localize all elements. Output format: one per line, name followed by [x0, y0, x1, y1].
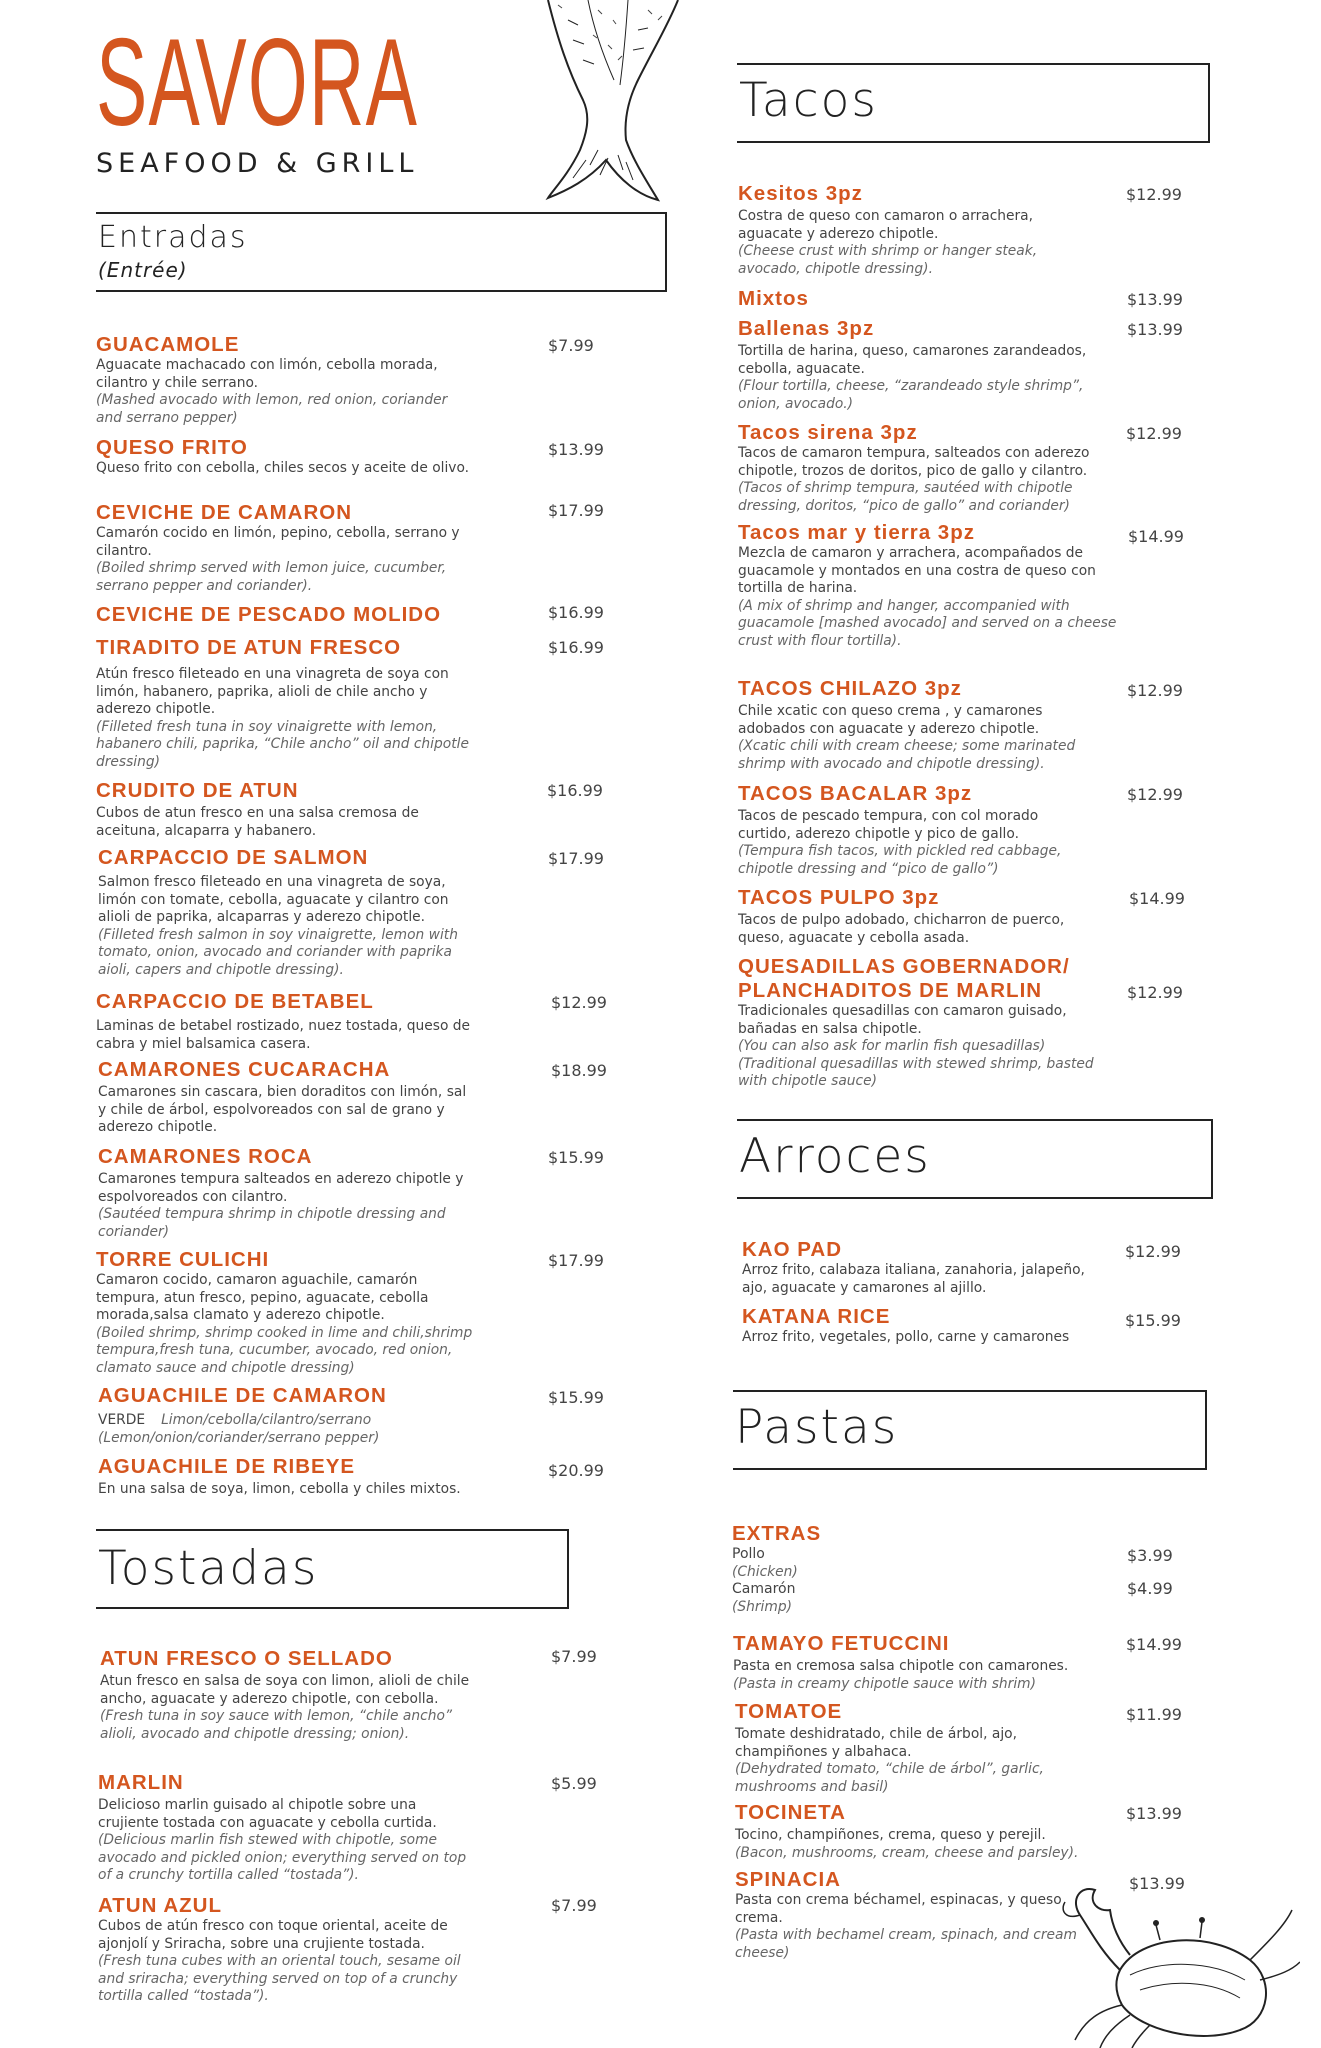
menu-item-ceviche-de-pescado	[96, 603, 496, 627]
item-description: Tomate deshidratado, chile de árbol, ajo, champiñones y albahaca.	[735, 1726, 1017, 1760]
item-description-en: (Bacon, mushrooms, cream, cheese and parsley).	[735, 1844, 1079, 1861]
item-price: $20.99	[548, 1461, 604, 1480]
menu-item-kesitos	[738, 182, 1088, 278]
item-description: Tocino, champiñones, crema, queso y perejil.	[735, 1827, 1046, 1843]
menu-item-aguachile-de-camaron	[98, 1384, 478, 1447]
item-price: $15.99	[1125, 1311, 1181, 1330]
item-name: TACOS CHILAZO 3pz	[738, 677, 962, 700]
menu-item-queso-frito	[96, 436, 476, 478]
section-tostadas-header	[96, 1529, 569, 1609]
item-name: TOMATOE	[735, 1700, 843, 1723]
item-description-en: (Dehydrated tomato, “chile de árbol”, garlic, mushrooms and basil)	[735, 1761, 1044, 1795]
item-description: Tacos de pulpo adobado, chicharron de puerco, queso, aguacate y cebolla asada.	[738, 912, 1065, 946]
item-name: CARPACCIO DE BETABEL	[96, 990, 374, 1013]
item-price: $14.99	[1126, 1635, 1182, 1654]
extra-name-en: (Shrimp)	[732, 1598, 792, 1615]
item-price: $13.99	[1126, 1804, 1182, 1823]
item-name: SPINACIA	[735, 1868, 841, 1891]
item-name: TAMAYO FETUCCINI	[733, 1632, 950, 1655]
item-name: QUESADILLAS GOBERNADOR/	[738, 955, 1070, 978]
item-description-en: (Boiled shrimp served with lemon juice, cucumber, serrano pepper and coriander).	[96, 560, 447, 594]
menu-item-mixtos	[738, 287, 1088, 311]
menu-item-camarones-roca	[98, 1145, 478, 1241]
item-description: Pasta con crema béchamel, espinacas, y queso crema.	[735, 1892, 1062, 1926]
item-description-en: (Filleted fresh salmon in soy vinaigrette, lemon with tomato, onion, avocado and coriander with paprika aioli, capers and chipotle dressing).	[98, 926, 458, 978]
item-price: $12.99	[1126, 185, 1182, 204]
item-name: AGUACHILE DE RIBEYE	[98, 1455, 356, 1478]
item-price: $14.99	[1128, 527, 1184, 546]
menu-item-tacos-chilazo	[738, 677, 1088, 773]
extra-name: Pollo	[732, 1546, 765, 1562]
item-name: TORRE CULICHI	[96, 1248, 270, 1271]
menu-item-tocineta	[735, 1801, 1105, 1862]
extras-block	[732, 1522, 1032, 1616]
item-price: $13.99	[1127, 290, 1183, 309]
item-description: Arroz frito, calabaza italiana, zanahoria, jalapeño, ajo, aguacate y camarones al ajillo.	[742, 1262, 1085, 1296]
menu-item-carpaccio-de-salmon	[98, 846, 478, 979]
item-name: CAMARONES CUCARACHA	[98, 1058, 391, 1081]
item-description: Atún fresco fileteado en una vinagreta de soya con limón, habanero, paprika, alioli de chile ancho y aderezo chipotle.	[96, 666, 449, 717]
extra-name: Camarón	[732, 1581, 796, 1597]
section-title: Tostadas	[98, 1541, 319, 1596]
section-entradas-header	[96, 212, 667, 292]
item-name: TOCINETA	[735, 1801, 846, 1824]
item-price: $5.99	[551, 1774, 597, 1793]
menu-item-kao-pad	[742, 1238, 1092, 1297]
section-title: Tacos	[739, 73, 878, 128]
menu-item-ceviche-de-camaron	[96, 501, 476, 595]
menu-item-tacos-pulpo	[738, 886, 1098, 947]
item-price: $12.99	[1127, 785, 1183, 804]
menu-item-spinacia	[735, 1868, 1085, 1962]
item-description: Aguacate machacado con limón, cebolla morada, cilantro y chile serrano.	[96, 357, 438, 391]
item-name: CARPACCIO DE SALMON	[98, 846, 369, 869]
item-description: Laminas de betabel rostizado, nuez tostada, queso de cabra y miel balsamica casera.	[96, 1018, 471, 1052]
section-subtitle: (Entrée)	[98, 258, 188, 282]
item-price: $16.99	[548, 603, 604, 622]
section-title: Pastas	[735, 1400, 899, 1455]
item-description-en: (Mashed avocado with lemon, red onion, coriander and serrano pepper)	[96, 392, 448, 426]
item-price: $7.99	[551, 1647, 597, 1666]
item-price: $12.99	[1127, 681, 1183, 700]
item-name: TIRADITO DE ATUN FRESCO	[96, 636, 402, 659]
menu-item-tacos-mar-y-tierra	[738, 521, 1123, 650]
section-tacos-header	[737, 63, 1210, 143]
item-description-en: (Delicious marlin fish stewed with chipotle, some avocado and pickled onion; everything served on top of a crunchy tortilla called “tostada”).	[98, 1832, 467, 1883]
menu-item-tiradito-de-atun	[96, 636, 476, 771]
item-description: Chile xcatic con queso crema , y camarones adobados con aguacate y aderezo chipotle.	[738, 703, 1043, 737]
menu-item-quesadillas-gobernador	[738, 955, 1108, 1091]
item-description-en: (A mix of shrimp and hanger, accompanied with guacamole [mashed avocado] and served on a cheese crust with flour tortilla).	[738, 597, 1117, 649]
item-price: $7.99	[551, 1896, 597, 1915]
item-description-en: (Cheese crust with shrimp or hanger steak, avocado, chipotle dressing).	[738, 243, 1038, 277]
item-name: KAO PAD	[742, 1238, 843, 1261]
item-description-en: (Fresh tuna cubes with an oriental touch, sesame oil and sriracha; everything served on top of a crunchy tortilla called “tostada”).	[98, 1953, 461, 2004]
item-description-en: (Xcatic chili with cream cheese; some marinated shrimp with avocado and chipotle dressing).	[738, 738, 1076, 772]
extra-price: $3.99	[1127, 1546, 1173, 1565]
item-description: Costra de queso con camaron o arrachera, aguacate y aderezo chipotle.	[738, 208, 1034, 242]
item-name: QUESO FRITO	[96, 436, 248, 459]
item-price: $13.99	[548, 440, 604, 459]
menu-item-katana-rice	[742, 1305, 1122, 1347]
item-description-en: (Flour tortilla, cheese, “zarandeado style shrimp”, onion, avocado.)	[738, 378, 1084, 412]
menu-item-tacos-bacalar	[738, 782, 1088, 878]
menu-item-tamayo-fetuccini	[733, 1632, 1103, 1693]
item-price: $18.99	[551, 1061, 607, 1080]
item-name: MARLIN	[98, 1771, 184, 1794]
item-name: CEVICHE DE CAMARON	[96, 501, 353, 524]
extra-price: $4.99	[1127, 1579, 1173, 1598]
menu-item-camarones-cucaracha	[98, 1058, 478, 1137]
menu-item-crudito-de-atun	[96, 779, 476, 840]
item-description-en: (Filleted fresh tuna in soy vinaigrette with lemon, habanero chili, paprika, “Chile ancho” oil and chipotle dressing)	[96, 718, 469, 770]
item-price: $12.99	[551, 993, 607, 1012]
item-name: Kesitos 3pz	[738, 182, 863, 205]
item-description: Pasta en cremosa salsa chipotle con camarones.	[733, 1658, 1069, 1674]
item-name: KATANA RICE	[742, 1305, 891, 1328]
item-price: $14.99	[1129, 889, 1185, 908]
item-description-en: (Pasta with bechamel cream, spinach, and cream cheese)	[735, 1927, 1077, 1961]
item-description-en: (Lemon/onion/coriander/serrano pepper)	[98, 1429, 380, 1446]
item-description: Salmon fresco fileteado en una vinagreta de soya, limón con tomate, cebolla, aguacate y cilantro con alioli de paprika, alcaparras y aderezo chipotle.	[98, 874, 449, 925]
extra-name-en: (Chicken)	[732, 1563, 798, 1580]
item-price: $7.99	[548, 336, 594, 355]
item-description-en: (Tempura fish tacos, with pickled red cabbage, chipotle dressing and “pico de gallo”)	[738, 843, 1062, 877]
item-name: ATUN FRESCO O SELLADO	[100, 1647, 393, 1670]
item-price: $15.99	[548, 1388, 604, 1407]
item-variant: VERDE	[98, 1412, 146, 1428]
item-description-en: (Boiled shrimp, shrimp cooked in lime and chili,shrimp tempura,fresh tuna, cucumber, avocado, red onion, clamato sauce and chipotle dressing)	[96, 1324, 473, 1376]
item-description-en: (Sautéed tempura shrimp in chipotle dressing and coriander)	[98, 1206, 446, 1240]
item-description: Arroz frito, vegetales, pollo, carne y camarones	[742, 1329, 1070, 1345]
item-name: ATUN AZUL	[98, 1894, 223, 1917]
item-price: $12.99	[1125, 1242, 1181, 1261]
item-description-text: Limon/cebolla/cilantro/serrano	[161, 1412, 372, 1428]
menu-item-tomatoe	[735, 1700, 1085, 1796]
brand-subtitle: SEAFOOD & GRILL	[96, 148, 419, 179]
item-name: Tacos mar y tierra 3pz	[738, 521, 975, 544]
item-name: CEVICHE DE PESCADO MOLIDO	[96, 603, 442, 626]
menu-item-carpaccio-de-betabel	[96, 990, 476, 1053]
item-name: Ballenas 3pz	[738, 317, 875, 340]
item-name: GUACAMOLE	[96, 333, 240, 356]
item-name: AGUACHILE DE CAMARON	[98, 1384, 387, 1407]
item-description: Tortilla de harina, queso, camarones zarandeados, cebolla, aguacate.	[738, 343, 1087, 377]
menu-item-ballenas	[738, 317, 1108, 413]
item-description: Atun fresco en salsa de soya con limon, alioli de chile ancho, aguacate y aderezo chipotle, con cebolla.	[100, 1673, 470, 1707]
item-description: Tacos de camaron tempura, salteados con aderezo chipotle, trozos de doritos, pico de gallo y cilantro.	[738, 445, 1090, 479]
item-price: $11.99	[1126, 1705, 1182, 1724]
item-description-en: (Fresh tuna in soy sauce with lemon, “chile ancho” alioli, avocado and chipotle dressing; onion).	[100, 1708, 453, 1742]
item-price: $15.99	[548, 1148, 604, 1167]
item-description-en: (You can also ask for marlin fish quesadillas) (Traditional quesadillas with stewed shrimp, basted with chipotle sauce)	[738, 1038, 1094, 1089]
item-price: $17.99	[548, 849, 604, 868]
menu-item-marlin	[98, 1771, 478, 1885]
menu-item-atun-fresco	[100, 1647, 480, 1743]
item-price: $12.99	[1127, 983, 1183, 1002]
item-price: $17.99	[548, 501, 604, 520]
item-description: Camaron cocido, camaron aguachile, camarón tempura, atun fresco, pepino, aguacate, cebolla morada,salsa clamato y aderezo chipotle.	[96, 1272, 429, 1323]
item-description-en: (Tacos of shrimp tempura, sautéed with chipotle dressing, doritos, “pico de gallo” and coriander)	[738, 480, 1073, 514]
fish-illustration	[528, 0, 698, 205]
menu-item-tacos-sirena	[738, 421, 1118, 515]
item-price: $16.99	[548, 638, 604, 657]
item-description: Mezcla de camaron y arrachera, acompañados de guacamole y montados en una costra de queso con tortilla de harina.	[738, 545, 1096, 596]
item-description: Tradicionales quesadillas con camaron guisado, bañadas en salsa chipotle.	[738, 1003, 1067, 1037]
section-title: Entradas	[98, 220, 248, 255]
item-name: TACOS BACALAR 3pz	[738, 782, 973, 805]
item-name-line2: PLANCHADITOS DE MARLIN	[738, 979, 1043, 1002]
item-description: Camarones sin cascara, bien doraditos con limón, sal y chile de árbol, espolvoreados con sal de grano y aderezo chipotle.	[98, 1084, 467, 1135]
brand-name: SAVORA	[96, 14, 419, 152]
item-name: CRUDITO DE ATUN	[96, 779, 299, 802]
item-description: Queso frito con cebolla, chiles secos y aceite de olivo.	[96, 460, 470, 476]
item-description: En una salsa de soya, limon, cebolla y chiles mixtos.	[98, 1481, 461, 1497]
item-price: $12.99	[1126, 424, 1182, 443]
item-description: Camarones tempura salteados en aderezo chipotle y espolvoreados con cilantro.	[98, 1171, 464, 1205]
item-description: Cubos de atun fresco en una salsa cremosa de aceituna, alcaparra y habanero.	[96, 805, 419, 839]
menu-item-torre-culichi	[96, 1248, 476, 1377]
item-name: CAMARONES ROCA	[98, 1145, 313, 1168]
item-name: Tacos sirena 3pz	[738, 421, 918, 444]
item-description-en: (Pasta in creamy chipotle sauce with shrim)	[733, 1675, 1036, 1692]
item-price: $16.99	[547, 781, 603, 800]
menu-item-guacamole	[96, 333, 476, 427]
item-price: $13.99	[1127, 320, 1183, 339]
item-description	[98, 1412, 478, 1430]
item-description: Camarón cocido en limón, pepino, cebolla, serrano y cilantro.	[96, 525, 460, 559]
crab-illustration	[1060, 1880, 1300, 2048]
menu-item-atun-azul	[98, 1894, 478, 2006]
item-name: Mixtos	[738, 287, 809, 310]
section-arroces-header	[737, 1119, 1213, 1199]
item-description: Delicioso marlin guisado al chipotle sobre una crujiente tostada con aguacate y cebolla curtida.	[98, 1797, 437, 1831]
section-title: Arroces	[739, 1129, 931, 1184]
item-description: Tacos de pescado tempura, con col morado curtido, aderezo chipotle y pico de gallo.	[738, 808, 1039, 842]
menu-item-aguachile-de-ribeye	[98, 1455, 498, 1499]
item-price: $17.99	[548, 1251, 604, 1270]
item-price: $13.99	[1129, 1874, 1185, 1893]
extras-title: EXTRAS	[732, 1522, 822, 1545]
section-pastas-header	[733, 1390, 1207, 1470]
item-name: TACOS PULPO 3pz	[738, 886, 940, 909]
item-description: Cubos de atún fresco con toque oriental, aceite de ajonjolí y Sriracha, sobre una crujiente tostada.	[98, 1918, 448, 1952]
